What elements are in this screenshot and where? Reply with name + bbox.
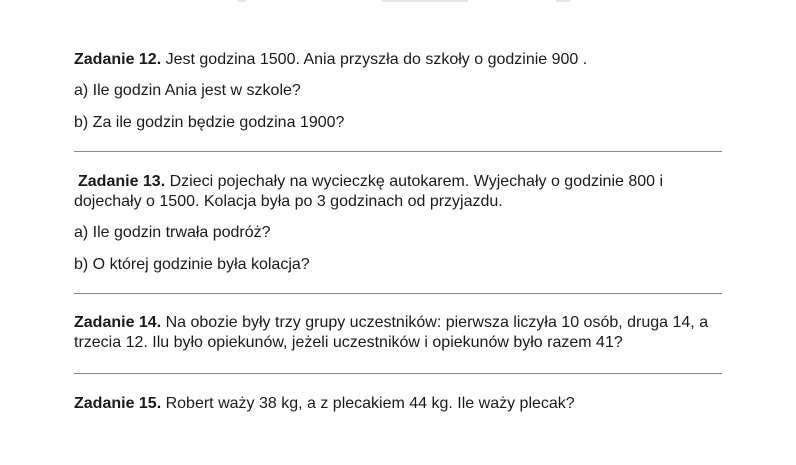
task-13-label: Zadanie 13. bbox=[78, 173, 166, 190]
top-edge-mark bbox=[238, 0, 246, 2]
task-14-question-line2: trzecia 12. Ilu było opiekunów, jeżeli uczestników i opiekunów było razem 41? bbox=[74, 334, 623, 351]
task-12-part-a: a) Ile godzin Ania jest w szkole? bbox=[74, 82, 301, 99]
task-13-text-1: Dzieci pojechały na wycieczkę autokarem. Wyjechały o godzinie 800 i bbox=[165, 173, 664, 190]
divider bbox=[74, 373, 722, 374]
top-edge-mark bbox=[382, 0, 468, 2]
task-12-question bbox=[74, 50, 587, 70]
task-15-label: Zadanie 15. bbox=[74, 395, 162, 412]
task-13-question-line2: dojechały o 1500. Kolacja była po 3 godzinach od przyjazdu. bbox=[74, 193, 503, 210]
task-13-part-b: b) O której godzinie była kolacja? bbox=[74, 256, 310, 273]
task-13-part-a: a) Ile godzin trwała podróż? bbox=[74, 224, 271, 241]
task-14-label: Zadanie 14. bbox=[74, 314, 162, 331]
task-13-question-line1 bbox=[78, 172, 663, 192]
task-15-text: Robert waży 38 kg, a z plecakiem 44 kg. Ile waży plecak? bbox=[161, 395, 575, 412]
task-12-text: Jest godzina 1500. Ania przyszła do szkoły o godzinie 900 . bbox=[161, 51, 588, 68]
top-edge-mark bbox=[556, 0, 570, 2]
task-14-text-1: Na obozie były trzy grupy uczestników: pierwsza liczyła 10 osób, druga 14, a bbox=[161, 314, 709, 331]
task-12-part-b: b) Za ile godzin będzie godzina 1900? bbox=[74, 114, 345, 131]
task-12-label: Zadanie 12. bbox=[74, 51, 162, 68]
task-15-question bbox=[74, 394, 575, 414]
divider bbox=[74, 293, 722, 294]
divider bbox=[74, 151, 722, 152]
task-14-question-line1 bbox=[74, 313, 708, 333]
top-edge-artifacts bbox=[0, 0, 796, 6]
